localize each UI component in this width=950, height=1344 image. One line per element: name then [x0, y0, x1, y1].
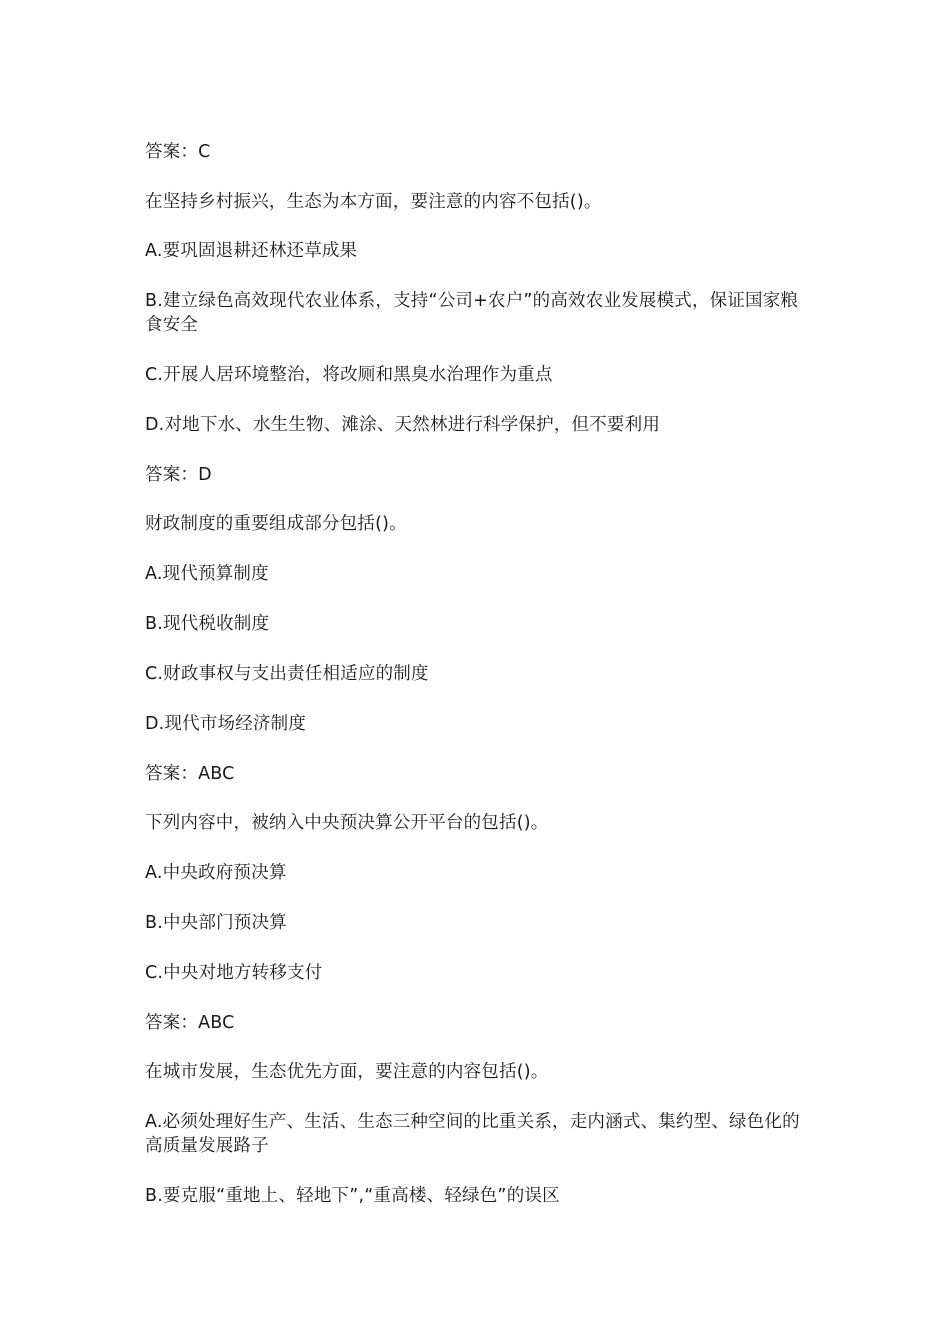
option-b: B.现代税收制度 — [145, 614, 270, 634]
answer-line: 答案：D — [145, 465, 212, 485]
option-d: D.对地下水、水生生物、滩涂、天然林进行科学保护，但不要利用 — [145, 415, 661, 435]
question-text: 在城市发展，生态优先方面，要注意的内容包括()。 — [145, 1062, 549, 1082]
question-text: 在坚持乡村振兴，生态为本方面，要注意的内容不包括()。 — [145, 192, 602, 212]
option-c: C.开展人居环境整治，将改厕和黑臭水治理作为重点 — [145, 365, 553, 385]
option-b: B.中央部门预决算 — [145, 913, 287, 933]
answer-line: 答案：ABC — [145, 764, 235, 784]
option-b: B.要克服“重地上、轻地下”,“重高楼、轻绿色”的误区 — [145, 1186, 560, 1206]
answer-line: 答案：C — [145, 142, 211, 162]
answer-line: 答案：ABC — [145, 1013, 235, 1033]
option-a: A.中央政府预决算 — [145, 863, 287, 883]
option-a: A.必须处理好生产、生活、生态三种空间的比重关系，走内涵式、集约型、绿色化的高质量发展路子 — [145, 1112, 800, 1156]
option-b: B.建立绿色高效现代农业体系，支持“公司+农户”的高效农业发展模式，保证国家粮食安全 — [145, 291, 799, 335]
question-text: 财政制度的重要组成部分包括()。 — [145, 514, 407, 534]
option-c: C.中央对地方转移支付 — [145, 963, 323, 983]
question-text: 下列内容中，被纳入中央预决算公开平台的包括()。 — [145, 813, 549, 833]
option-a: A.要巩固退耕还林还草成果 — [145, 241, 358, 261]
option-d: D.现代市场经济制度 — [145, 714, 307, 734]
option-c: C.财政事权与支出责任相适应的制度 — [145, 664, 429, 684]
option-a: A.现代预算制度 — [145, 564, 269, 584]
